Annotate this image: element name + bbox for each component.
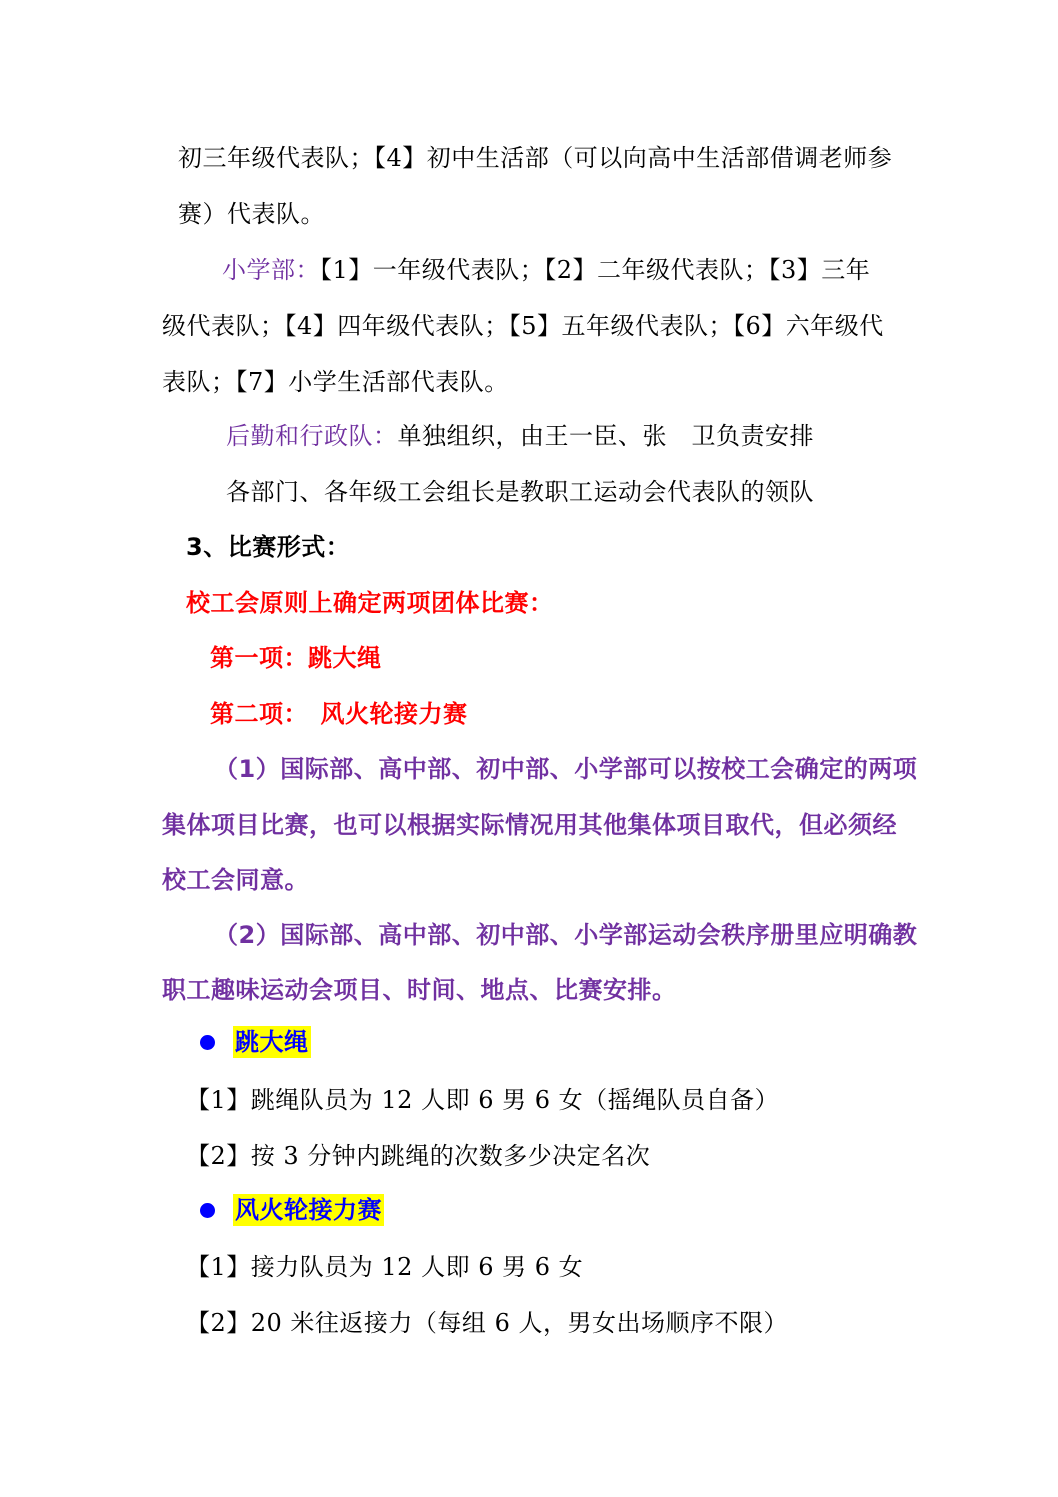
event1-title: 跳大绳 [235,1028,309,1056]
primary-label: 小学部： [222,256,320,284]
note2-line2: 职工趣味运动会项目、时间、地点、比赛安排。 [162,976,677,1004]
logistics-line [226,420,814,452]
logistics-rest: 单独组织，由王一臣、张 卫负责安排 [397,422,814,450]
p1-line2: 赛）代表队。 [178,200,325,228]
primary-line3: 表队；【7】小学生活部代表队。 [162,368,509,396]
bullet-icon [200,1035,215,1050]
union-rule: 校工会原则上确定两项团体比赛： [186,589,554,617]
logistics-label: 后勤和行政队： [226,422,398,450]
event2-rule2: 【2】20 米往返接力（每组 6 人，男女出场顺序不限） [186,1309,788,1337]
note1-line3: 校工会同意。 [162,866,309,894]
event2-rule1: 【1】接力队员为 12 人即 6 男 6 女 [186,1253,584,1281]
note1-line1: （1）国际部、高中部、初中部、小学部可以按校工会确定的两项 [214,755,918,783]
event1-rule1: 【1】跳绳队员为 12 人即 6 男 6 女（摇绳队员自备） [186,1086,780,1114]
event2-title: 风火轮接力赛 [235,1196,382,1224]
primary-line2: 级代表队；【4】四年级代表队；【5】五年级代表队；【6】六年级代 [162,312,884,340]
primary-line1 [222,254,870,286]
event2-bullet-row [200,1194,384,1226]
bullet-icon [200,1203,215,1218]
event1-bullet-row [200,1026,311,1058]
item1: 第一项：跳大绳 [210,644,382,672]
event1-rule2: 【2】按 3 分钟内跳绳的次数多少决定名次 [186,1142,651,1170]
note1-line2: 集体项目比赛，也可以根据实际情况用其他集体项目取代，但必须经 [162,811,897,839]
note2-line1: （2）国际部、高中部、初中部、小学部运动会秩序册里应明确教 [214,921,918,949]
item2: 第二项： 风火轮接力赛 [210,700,468,728]
p1-line1: 初三年级代表队；【4】初中生活部（可以向高中生活部借调老师参 [178,144,893,172]
primary-line1-rest: 【1】一年级代表队；【2】二年级代表队；【3】三年 [320,256,871,284]
section3-heading: 3、比赛形式： [186,533,351,561]
leaders-line: 各部门、各年级工会组长是教职工运动会代表队的领队 [226,478,814,506]
